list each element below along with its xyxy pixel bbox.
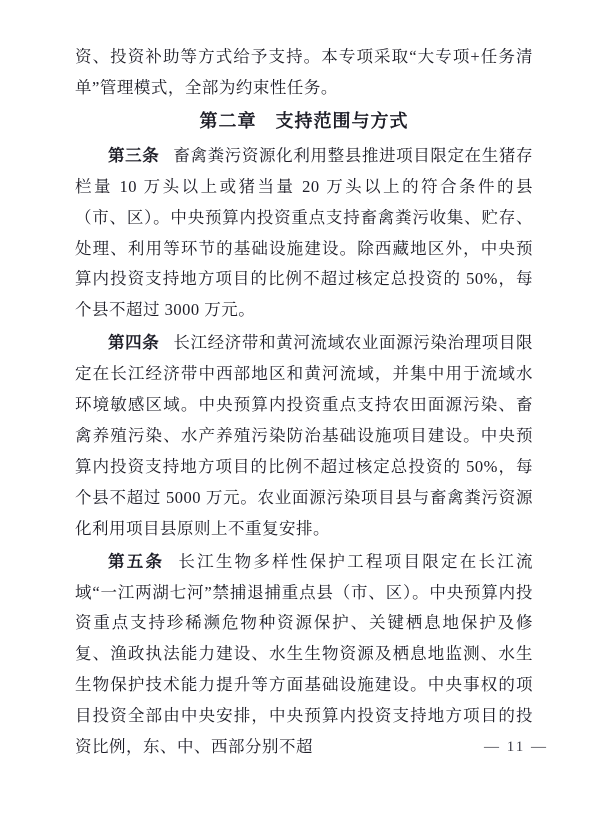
page-number: — 11 — [484, 739, 548, 755]
article-3-paragraph [75, 141, 533, 326]
article-3-text: 畜禽粪污资源化利用整县推进项目限定在生猪存栏量 10 万头以上或猪当量 20 万头以上的符合条件的县（市、区）。中央预算内投资重点支持畜禽粪污收集、贮存、处理、利用等环节的基础设施建设。除西藏地区外，中央预算内投资支持地方项目的比例不超过核定总投资的 50%，每个县不超过 3000 万元。 [75, 145, 534, 320]
article-5-text: 长江生物多样性保护工程项目限定在长江流域“一江两湖七河”禁捕退捕重点县（市、区）。中央预算内投资重点支持珍稀濒危物种资源保护、关键栖息地保护及修复、渔政执法能力建设、水生生物资源及栖息地监测、水生生物保护技术能力提升等方面基础设施建设。中央事权的项目投资全部由中央安排，中央预算内投资支持地方项目的投资比例，东、中、西部分别不超 [75, 551, 534, 757]
chapter-heading: 第二章 支持范围与方式 [199, 110, 409, 131]
article-4-text: 长江经济带和黄河流域农业面源污染治理项目限定在长江经济带中西部地区和黄河流域，并集中用于流域水环境敏感区域。中央预算内投资重点支持农田面源污染、畜禽养殖污染、水产养殖污染防治基础设施项目建设。中央预算内投资支持地方项目的比例不超过核定总投资的 50%，每个县不超过 5000 万元。农业面源污染项目县与畜禽粪污资源化利用项目县原则上不重复安排。 [75, 333, 534, 538]
article-5-label: 第五条 [108, 552, 165, 571]
article-3-label: 第三条 [108, 146, 160, 165]
continuation-paragraph: 资、投资补助等方式给予支持。本专项采取“大专项+任务清单”管理模式，全部为约束性任务。 [75, 47, 533, 97]
article-4-label: 第四条 [108, 334, 160, 353]
article-4-paragraph [75, 328, 533, 544]
article-5-paragraph [75, 547, 533, 763]
